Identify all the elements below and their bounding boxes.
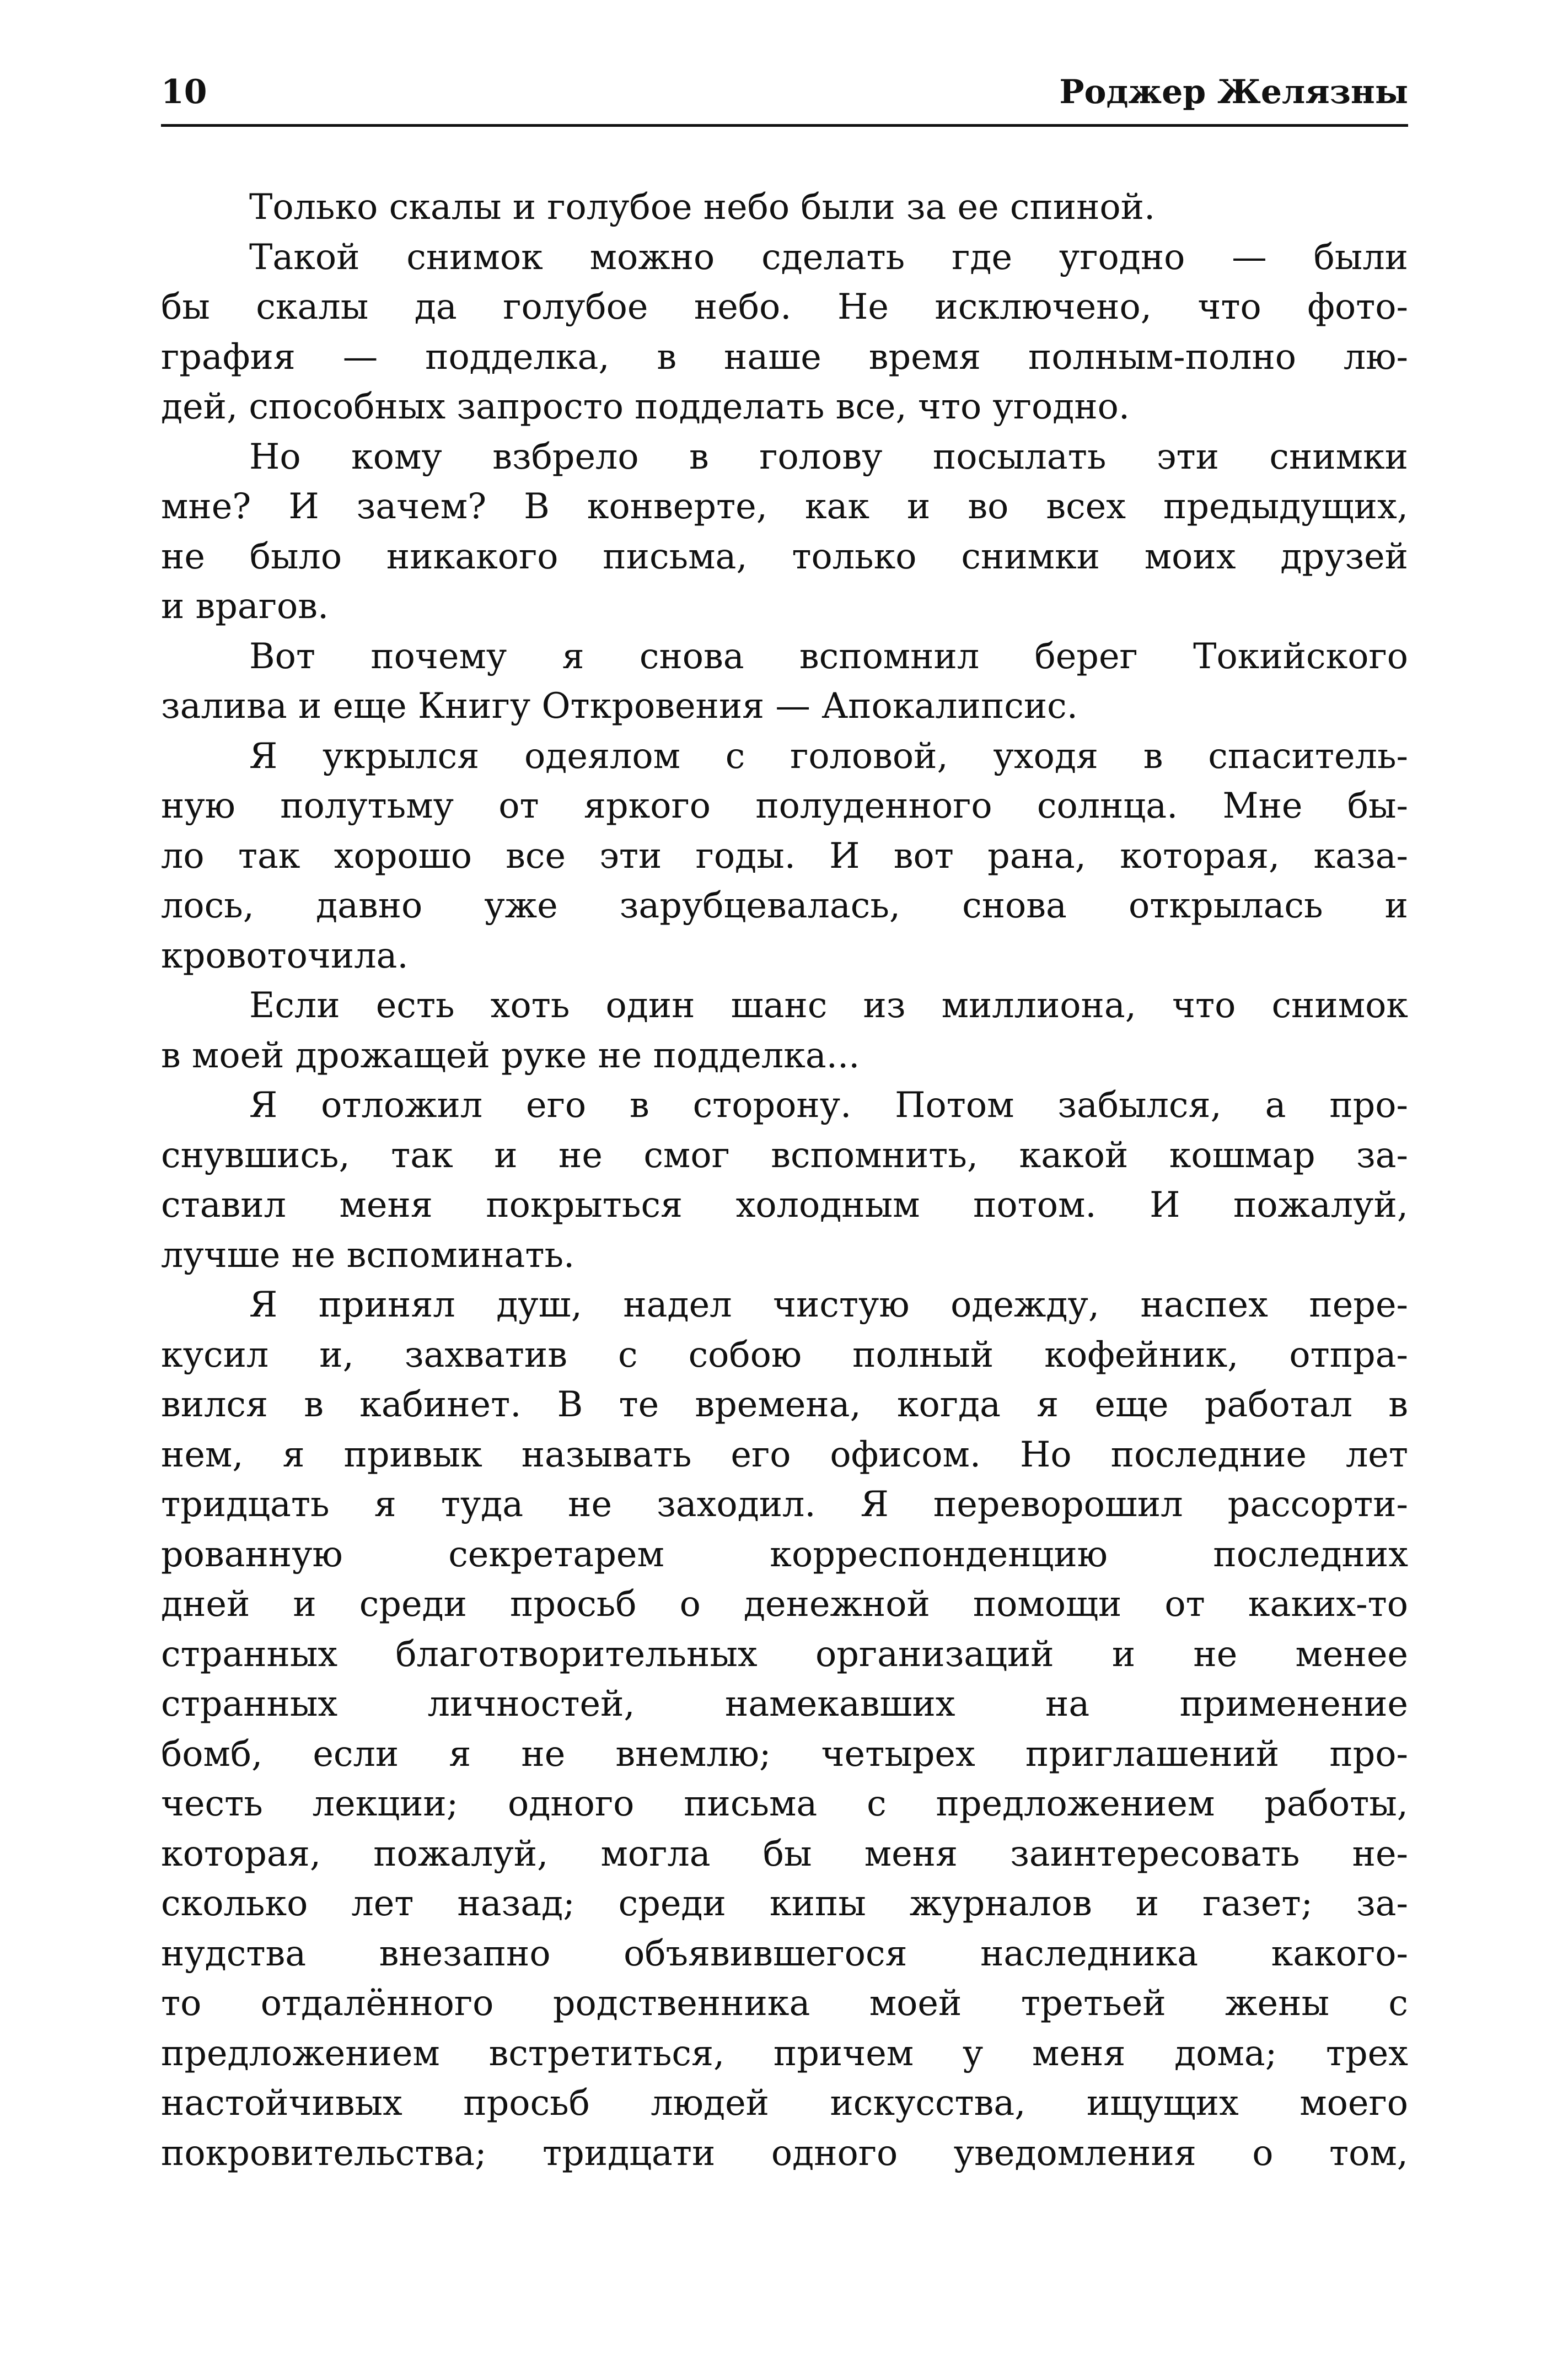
text-line: странных благотворительных организаций и не менее	[161, 1633, 1408, 1674]
text-line: в моей дрожащей руке не подделка...	[161, 1034, 860, 1076]
text-line: бы скалы да голубое небо. Не исключено, что фото-	[161, 286, 1408, 327]
text-line: покровительства; тридцати одного уведомления о том,	[161, 2132, 1408, 2173]
text-line: не было никакого письма, только снимки моих друзей	[161, 535, 1408, 577]
text-line: ную полутьму от яркого полуденного солнца. Мне бы-	[161, 785, 1408, 826]
text-line: лучше не вспоминать.	[161, 1234, 575, 1275]
text-line: снувшись, так и не смог вспомнить, какой кошмар за-	[161, 1134, 1408, 1175]
text-line: тридцать я туда не заходил. Я переворошил рассорти-	[161, 1484, 1408, 1524]
text-line: кусил и, захватив с собою полный кофейник, отпра-	[161, 1334, 1408, 1375]
text-line: Если есть хоть один шанс из миллиона, что снимок	[249, 985, 1408, 1025]
text-line: лось, давно уже зарубцевалась, снова открылась и	[161, 885, 1408, 926]
text-line: рованную секретарем корреспонденцию последних	[161, 1533, 1408, 1575]
text-line: Я принял душ, надел чистую одежду, наспех пере-	[249, 1284, 1408, 1325]
text-line: Такой снимок можно сделать где угодно — были	[249, 236, 1408, 277]
text-line: ставил меня покрыться холодным потом. И пожалуй,	[161, 1184, 1408, 1225]
text-line: настойчивых просьб людей искусства, ищущих моего	[161, 2082, 1408, 2123]
text-line: сколько лет назад; среди кипы журналов и газет; за-	[161, 1883, 1408, 1924]
text-line: вился в кабинет. В те времена, когда я еще работал в	[161, 1384, 1408, 1425]
text-line: Я укрылся одеялом с головой, уходя в спаситель-	[249, 735, 1408, 776]
text-line: которая, пожалуй, могла бы меня заинтересовать не-	[161, 1833, 1408, 1874]
text-line: странных личностей, намекавших на применение	[161, 1683, 1408, 1724]
body-text	[161, 182, 1408, 2178]
text-line: то отдалённого родственника моей третьей жены с	[161, 1982, 1408, 2023]
text-line: мне? И зачем? В конверте, как и во всех предыдущих,	[161, 486, 1408, 526]
text-line: предложением встретиться, причем у меня дома; трех	[161, 2032, 1408, 2073]
text-line: залива и еще Книгу Откровения — Апокалипсис.	[161, 685, 1078, 726]
text-line: нудства внезапно объявившегося наследника какого-	[161, 1932, 1408, 1974]
text-line: бомб, если я не внемлю; четырех приглашений про-	[161, 1733, 1408, 1774]
text-line: честь лекции; одного письма с предложением работы,	[161, 1783, 1408, 1824]
text-line: графия — подделка, в наше время полным-полно лю-	[161, 336, 1408, 377]
text-line: кровоточила.	[161, 934, 409, 976]
text-line: ло так хорошо все эти годы. И вот рана, которая, каза-	[161, 835, 1408, 876]
text-line: Но кому взбрело в голову посылать эти снимки	[249, 436, 1408, 477]
text-line: и врагов.	[161, 585, 329, 626]
text-line: Вот почему я снова вспомнил берег Токийского	[249, 635, 1408, 676]
running-head-author: Роджер Желязны	[1059, 73, 1408, 111]
header-rule	[161, 124, 1408, 127]
page-number: 10	[161, 73, 207, 111]
text-line: Я отложил его в сторону. Потом забылся, а про-	[249, 1084, 1408, 1125]
running-head	[161, 62, 1408, 111]
text-line: дей, способных запросто подделать все, что угодно.	[161, 386, 1130, 427]
text-line: дней и среди просьб о денежной помощи от каких-то	[161, 1583, 1408, 1624]
text-line: Только скалы и голубое небо были за ее спиной.	[249, 186, 1156, 227]
text-line: нем, я привык называть его офисом. Но последние лет	[161, 1433, 1408, 1475]
